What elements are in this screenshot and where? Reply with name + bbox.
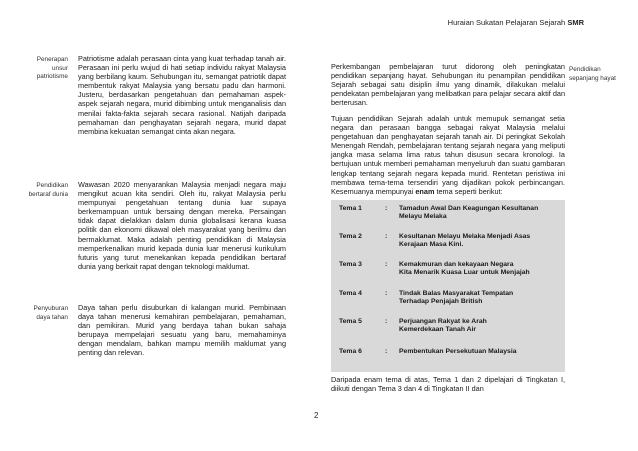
theme-label: Tema 2 (339, 233, 362, 240)
theme-title (399, 348, 561, 356)
theme-title-line2: Melayu Melaka (399, 213, 447, 221)
theme-title-line1: Kesultanan Melayu Melaka Menjadi Asas (399, 233, 531, 240)
theme-label: Tema 5 (339, 318, 362, 325)
theme-title-line1: Tindak Balas Masyarakat Tempatan (399, 290, 514, 297)
theme-colon: : (385, 233, 388, 240)
paragraph-patriotisme: Patriotisme adalah perasaan cinta yang kuat terhadap tanah air. Perasaan ini perlu wujud di hati setiap individu rakyat Malaysia yang berbilang kaum. Sehubungan itu, semangat patriotik dapat membentuk rakyat Malaysia yang bersatu padu dan harmoni. Justeru, berdasarkan pengetahuan dan pemahaman aspek-aspek sejarah negara, murid dibimbing untuk menganalisis dan menilai fakta-fakta sejarah secara rasional. Natijah daripada pemahaman dan penghayatan sejarah negara, murid dapat membina kekuatan semangat cinta akan negara. (78, 54, 286, 136)
page-header (448, 18, 584, 27)
theme-title-line2: Terhadap Penjajah British (399, 298, 483, 306)
paragraph-tema-summary: Daripada enam tema di atas, Tema 1 dan 2 dipelajari di Tingkatan I, diikuti dengan Tema 3 dan 4 di Tingkatan II dan (331, 375, 565, 394)
theme-title-line1: Kemakmuran dan kekayaan Negara (399, 261, 514, 268)
theme-title (399, 233, 561, 250)
paragraph-wawasan-2020: Wawasan 2020 menyarankan Malaysia menjadi negara maju mengikut acuan kita sendiri. Oleh itu, rakyat Malaysia perlu mempunyai pengetahuan tentang dunia luar supaya berkemampuan untuk bersaing dengan mereka. Persaingan tidak dapat dielakkan dalam dunia globalisasi kerana kuasa politik dan ekonomi dikawal oleh masyarakat yang berilmu dan bermaklumat. Maka adalah penting pendidikan di Malaysia memperkenalkan murid kepada dunia luar menerusi kurikulum futuris yang turut menekankan kepada pendidikan bertaraf dunia yang berkait rapat dengan teknologi maklumat. (78, 180, 286, 271)
theme-title-line2: Kita Menarik Kuasa Luar untuk Menjajah (399, 269, 530, 277)
theme-title-line2: Kemerdekaan Tanah Air (399, 326, 477, 334)
theme-label: Tema 6 (339, 348, 362, 355)
paragraph-tujuan-pendidikan (331, 114, 565, 196)
margin-note-sepanjang-hayat: Pendidikan sepanjang hayat (569, 66, 616, 82)
theme-title-line2: Kerajaan Masa Kini. (399, 241, 464, 249)
theme-label: Tema 1 (339, 205, 362, 212)
theme-colon: : (385, 290, 388, 297)
theme-colon: : (385, 348, 388, 355)
tujuan-text-2: tema seperti berikut: (436, 186, 503, 196)
paragraph-sepanjang-hayat: Perkembangan pembelajaran turut didorong oleh peningkatan pendidikan sepanjang hayat. Sehubungan itu penampilan pendidikan Sejarah sebagai satu disiplin ilmu yang dinamik, dilakukan melalui pendekatan pembelajaran yang melibatkan para pelajar secara aktif dan berterusan. (331, 62, 565, 108)
theme-colon: : (385, 261, 388, 268)
theme-title (399, 205, 561, 222)
page-number: 2 (314, 411, 319, 420)
margin-note-pendidikan-bertaraf-dunia: Pendidikan bertaraf dunia (28, 182, 68, 198)
header-level: SMR (567, 18, 584, 27)
margin-note-daya-tahan: Penyuburan daya tahan (33, 305, 68, 321)
margin-note-patriotisme: Penerapan unsur patriotisme (36, 56, 68, 81)
theme-title (399, 318, 561, 335)
tujuan-text-1: Tujuan pendidikan Sejarah adalah untuk memupuk semangat setia negara dan perasaan bangga sebagai rakyat Malaysia melalui pengetahuan dan penghayatan sejarah tanah air. Di peringkat Sekolah Menengah Rendah, pembelajaran tentang sejarah negara yang meliputi jangka masa selama lima ratus tahun disusun secara kronologi. Ia bertujuan untuk memberi pemahaman menyeluruh dan suatu gambaran lengkap tentang sejarah negara kepada murid. Rentetan peristiwa ini membawa tema-tema tersendiri yang dijadikan pokok perbincangan. Kesemuanya mempunyai (331, 114, 565, 196)
theme-title (399, 261, 561, 278)
tujuan-bold-enam: enam (415, 186, 435, 196)
theme-title-line1: Perjuangan Rakyat ke Arah (399, 318, 487, 325)
theme-colon: : (385, 318, 388, 325)
theme-title-line1: Tamadun Awal Dan Keagungan Kesultanan (399, 205, 539, 212)
theme-title-line1: Pembentukan Persekutuan Malaysia (399, 348, 517, 355)
theme-title (399, 290, 561, 307)
theme-list-box (331, 200, 565, 372)
theme-label: Tema 3 (339, 261, 362, 268)
paragraph-daya-tahan: Daya tahan perlu disuburkan di kalangan murid. Pembinaan daya tahan menerusi kemahiran pembelajaran, pemahaman, dan pemikiran. Murid yang berdaya tahan bukan sahaja berupaya mempelajari sesuatu yang baru, memahaminya dengan mendalam, bahkan mampu memilih maklumat yang penting dan relevan. (78, 303, 286, 358)
theme-label: Tema 4 (339, 290, 362, 297)
header-title: Huraian Sukatan Pelajaran Sejarah (447, 18, 566, 27)
theme-colon: : (385, 205, 388, 212)
